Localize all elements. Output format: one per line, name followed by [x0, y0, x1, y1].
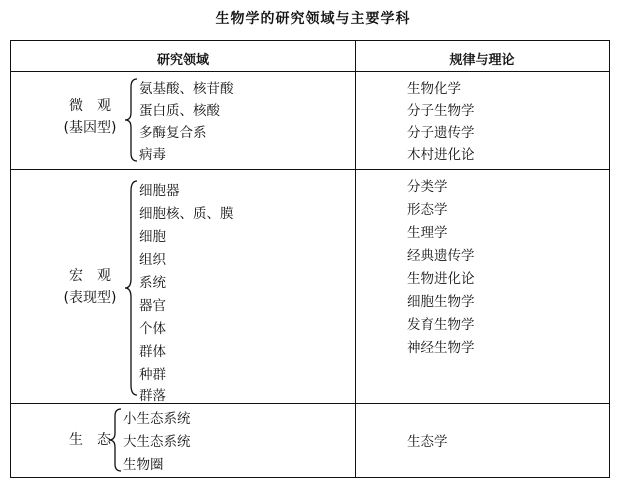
macro-theory: 分类学: [407, 179, 448, 195]
macro-item: 细胞器: [139, 183, 180, 199]
section-micro-name: 微 观: [69, 98, 111, 114]
macro-brace-icon: [123, 179, 139, 397]
micro-theory: 分子生物学: [407, 103, 475, 119]
section-macro-label: [55, 265, 125, 309]
micro-brace-icon: [123, 77, 139, 163]
micro-theory: 生物化学: [407, 81, 461, 97]
macro-item: 群体: [139, 344, 166, 360]
macro-item: 组织: [139, 252, 166, 268]
eco-theory: 生态学: [407, 434, 448, 450]
section-macro-name: 宏 观: [69, 268, 111, 284]
macro-theory: 生理学: [407, 225, 448, 241]
eco-item: 生物圈: [123, 457, 164, 473]
eco-item: 小生态系统: [123, 411, 191, 427]
macro-theory: 生物进化论: [407, 271, 475, 287]
section-eco-name: 生 态: [69, 432, 111, 448]
macro-theory: 经典遗传学: [407, 248, 475, 264]
macro-item: 系统: [139, 275, 166, 291]
macro-item: 种群: [139, 367, 166, 383]
micro-item: 病毒: [139, 147, 166, 163]
page-title: 生物学的研究领域与主要学科: [215, 11, 411, 27]
header-field: 研究领域: [156, 53, 209, 68]
macro-theory: 形态学: [407, 202, 448, 218]
row-divider-2: [11, 403, 609, 404]
macro-theory: 发育生物学: [407, 317, 475, 333]
eco-brace-icon: [107, 407, 123, 473]
macro-item: 个体: [139, 321, 166, 337]
section-micro-subtitle: (基因型): [63, 120, 117, 136]
section-micro-label: [55, 95, 125, 139]
column-divider: [355, 41, 356, 477]
micro-item: 氨基酸、核苷酸: [139, 81, 234, 97]
header-theory: 规律与理论: [449, 53, 515, 68]
macro-item: 器官: [139, 298, 166, 314]
header-divider: [11, 71, 609, 72]
micro-theory: 木村进化论: [407, 147, 475, 163]
macro-item: 群落: [139, 388, 166, 404]
micro-item: 蛋白质、核酸: [139, 103, 220, 119]
macro-theory: 神经生物学: [407, 340, 475, 356]
eco-item: 大生态系统: [123, 434, 191, 450]
row-divider-1: [11, 169, 609, 170]
macro-item: 细胞: [139, 229, 166, 245]
fields-table: [10, 40, 610, 478]
section-macro-subtitle: (表现型): [63, 290, 117, 306]
micro-theory: 分子遗传学: [407, 125, 475, 141]
macro-theory: 细胞生物学: [407, 294, 475, 310]
macro-item: 细胞核、质、膜: [139, 206, 234, 222]
micro-item: 多酶复合系: [139, 125, 207, 141]
